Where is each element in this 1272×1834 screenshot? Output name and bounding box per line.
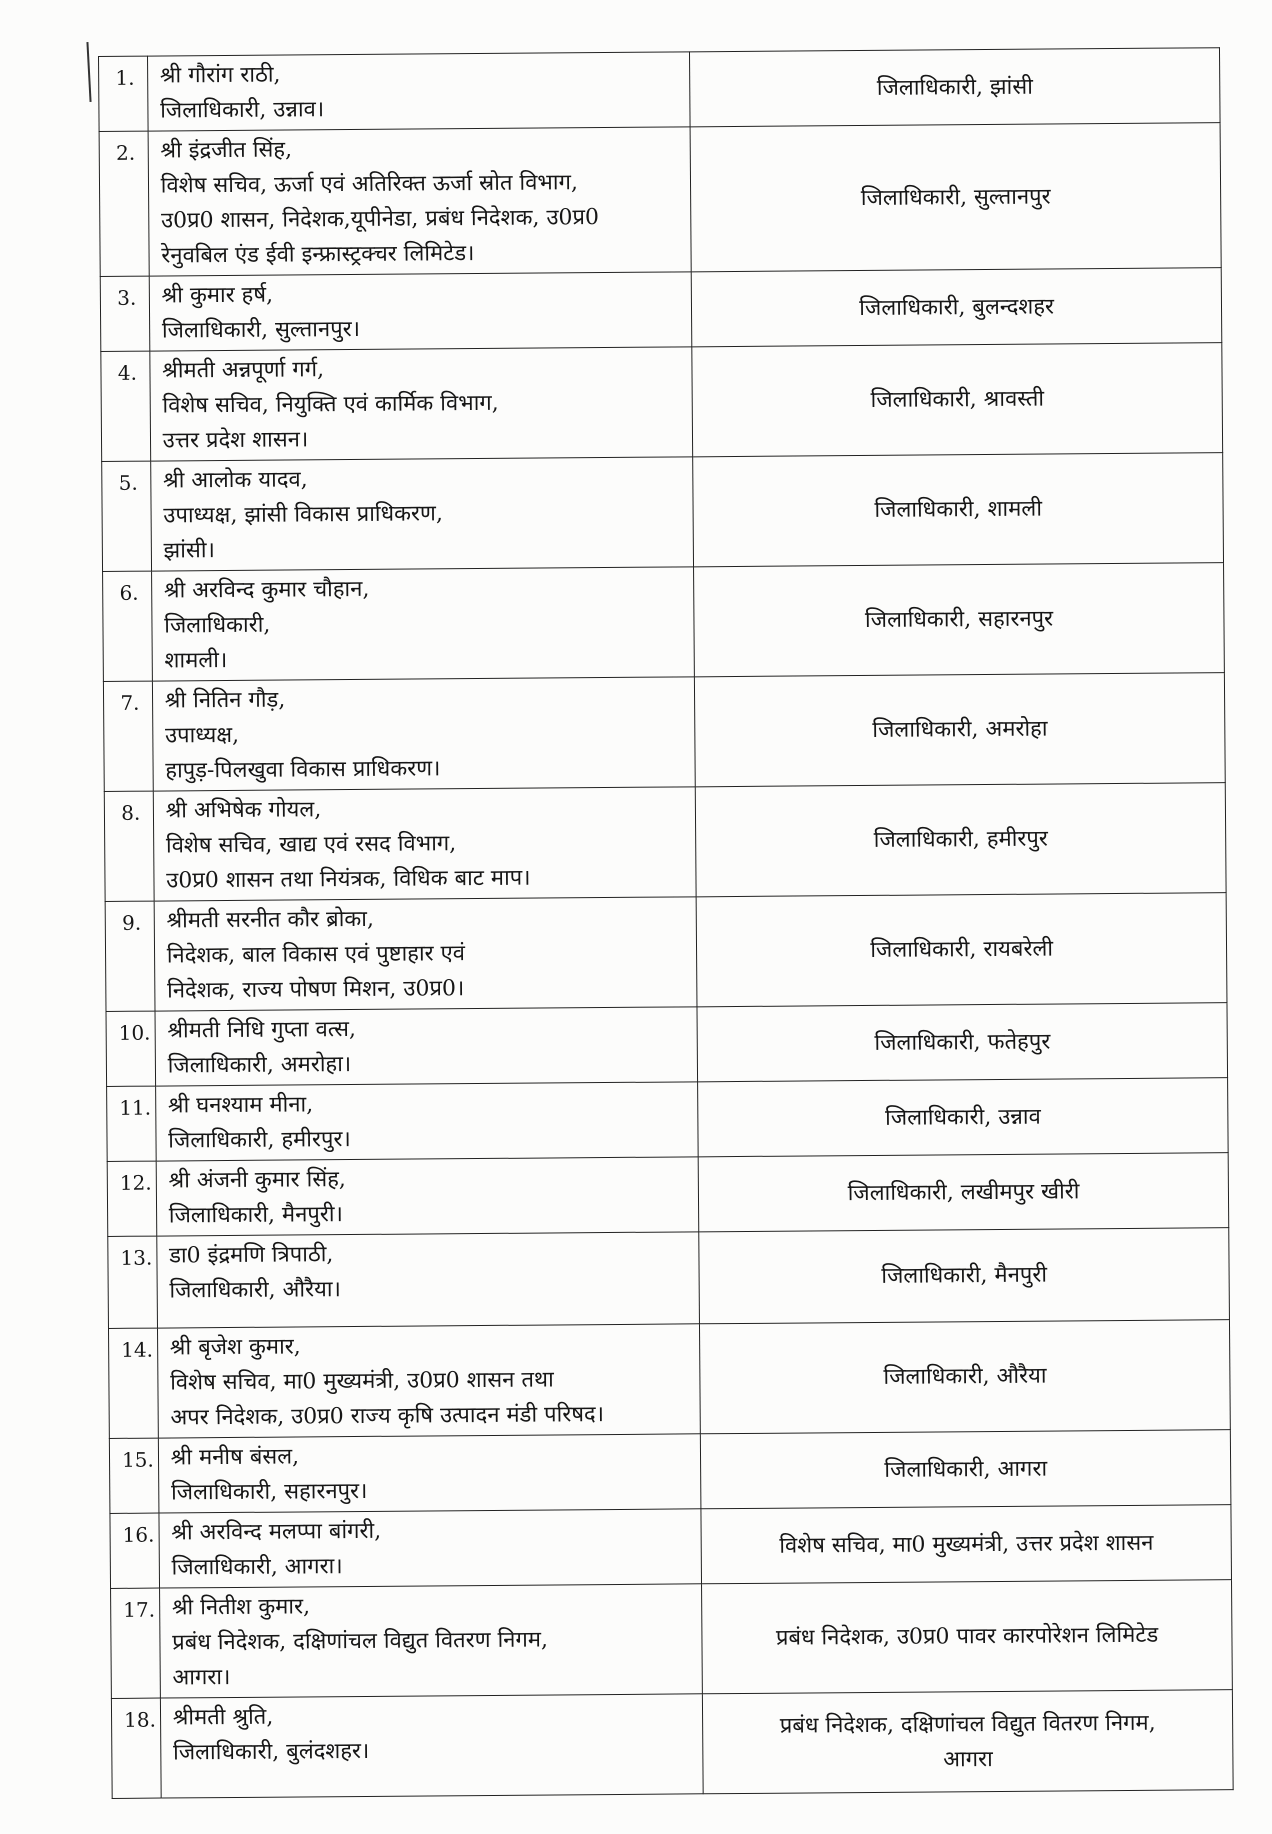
officer-line: जिलाधिकारी, सहारनपुर। [170, 1478, 368, 1506]
officer-line: श्रीमती श्रुति, [172, 1704, 274, 1731]
new-posting [690, 123, 1221, 272]
posting-line: जिलाधिकारी, सहारनपुर [864, 606, 1054, 633]
officer-current-post [159, 1509, 702, 1588]
serial-number: 18. [111, 1698, 161, 1798]
officer-line: श्री आलोक यादव, [162, 467, 308, 494]
posting-line: जिलाधिकारी, लखीमपुर खीरी [847, 1178, 1080, 1206]
posting-line: जिलाधिकारी, अमरोहा [872, 716, 1048, 743]
posting-line: जिलाधिकारी, मैनपुरी [881, 1262, 1048, 1289]
table-row [106, 1003, 1228, 1087]
posting-line: आगरा [943, 1746, 993, 1772]
table-row [103, 673, 1225, 792]
posting-line: जिलाधिकारी, आगरा [884, 1456, 1048, 1483]
officer-line: श्री मनीष बंसल, [170, 1444, 300, 1471]
posting-line: जिलाधिकारी, शामली [874, 496, 1043, 523]
table-row [99, 48, 1221, 132]
officer-current-post [153, 787, 696, 901]
posting-line: जिलाधिकारी, फतेहपुर [874, 1029, 1051, 1056]
posting-line: जिलाधिकारी, हमीरपुर [873, 826, 1048, 853]
serial-number: 11. [107, 1086, 156, 1161]
officer-line: श्री अंजनी कुमार सिंह, [168, 1167, 346, 1194]
officer-current-post [148, 127, 692, 276]
officer-line: उ0प्र0 शासन, निदेशक,यूपीनेडा, प्रबंध निदेशक, उ0प्र0 [160, 205, 600, 234]
new-posting [701, 1430, 1231, 1509]
serial-number: 14. [108, 1328, 158, 1438]
officer-line: श्री अरविन्द कुमार चौहान, [163, 576, 370, 604]
new-posting [697, 1003, 1227, 1082]
officer-line: श्रीमती सरनीत कौर ब्रोका, [166, 906, 375, 934]
officer-line: श्रीमती निधि गुप्ता वत्स, [167, 1017, 357, 1044]
officer-line: श्री घनश्याम मीना, [167, 1092, 314, 1119]
table-row [108, 1228, 1230, 1329]
officer-line: जिलाधिकारी, हमीरपुर। [168, 1127, 351, 1154]
serial-number: 12. [107, 1161, 156, 1236]
serial-number: 7. [103, 681, 153, 791]
serial-number: 9. [105, 901, 155, 1011]
officer-line: विशेष सचिव, मा0 मुख्यमंत्री, उ0प्र0 शासन तथा [170, 1367, 554, 1396]
transfer-order-table [98, 47, 1234, 1799]
officer-current-post [149, 272, 692, 351]
officer-line: श्री गौरांग राठी, [159, 62, 281, 89]
officer-line: प्रबंध निदेशक, दक्षिणांचल विद्युत वितरण निगम, [172, 1627, 549, 1656]
officer-line: उ0प्र0 शासन तथा नियंत्रक, विधिक बाट माप। [166, 865, 531, 894]
officer-current-post [154, 897, 697, 1011]
officer-line: उपाध्यक्ष, झांसी विकास प्राधिकरण, [163, 501, 444, 529]
officer-line: रेनुवबिल एंड ईवी इन्फ्रास्ट्रक्चर लिमिटेड। [161, 241, 475, 269]
margin-pen-mark [86, 42, 91, 102]
officer-line: श्री नितिन गौड़, [164, 687, 286, 714]
officer-line: निदेशक, बाल विकास एवं पुष्टाहार एवं [166, 941, 466, 969]
table-row [100, 268, 1222, 352]
new-posting [695, 783, 1226, 897]
new-posting [693, 453, 1224, 567]
new-posting [692, 343, 1223, 457]
table-row [104, 783, 1226, 902]
officer-line: डा0 इंद्रमणि त्रिपाठी, [169, 1242, 334, 1269]
serial-number: 15. [109, 1438, 158, 1513]
officer-line: श्रीमती अन्नपूर्णा गर्ग, [162, 357, 325, 384]
serial-number: 3. [100, 276, 149, 351]
officer-line: निदेशक, राज्य पोषण मिशन, उ0प्र0। [166, 976, 465, 1004]
officer-line: विशेष सचिव, ऊर्जा एवं अतिरिक्त ऊर्जा स्रोत विभाग, [160, 170, 579, 199]
posting-line: जिलाधिकारी, औरैया [883, 1363, 1047, 1390]
officer-current-post [150, 347, 693, 461]
serial-number: 17. [111, 1588, 161, 1698]
serial-number: 6. [103, 571, 153, 681]
officer-line: जिलाधिकारी, सुल्तानपुर। [161, 316, 361, 344]
table-row [105, 893, 1227, 1012]
table-row [111, 1690, 1233, 1799]
table-row [103, 563, 1225, 682]
officer-line: जिलाधिकारी, उन्नाव। [160, 97, 325, 124]
serial-number: 8. [104, 791, 154, 901]
table-row [107, 1153, 1229, 1237]
serial-number: 16. [110, 1513, 159, 1588]
officer-line: विशेष सचिव, खाद्य एवं रसद विभाग, [165, 831, 457, 859]
serial-number: 13. [108, 1236, 157, 1328]
new-posting [698, 1078, 1228, 1157]
officer-line: विशेष सचिव, नियुक्ति एवं कार्मिक विभाग, [162, 390, 499, 419]
table-row [99, 123, 1221, 277]
table-row [102, 453, 1224, 572]
posting-line: जिलाधिकारी, श्रावस्ती [870, 386, 1045, 413]
table-body [99, 48, 1234, 1799]
officer-current-post [156, 1157, 699, 1236]
new-posting [690, 48, 1220, 127]
officer-line: श्री इंद्रजीत सिंह, [160, 137, 293, 164]
officer-line: जिलाधिकारी, मैनपुरी। [168, 1202, 343, 1229]
officer-line: अपर निदेशक, उ0प्र0 राज्य कृषि उत्पादन मंडी परिषद। [170, 1402, 605, 1431]
officer-current-post [152, 677, 695, 791]
officer-line: जिलाधिकारी, औरैया। [169, 1277, 341, 1304]
posting-line: जिलाधिकारी, बुलन्दशहर [859, 293, 1055, 321]
officer-line: जिलाधिकारी, आगरा। [171, 1554, 343, 1581]
officer-current-post [155, 1007, 698, 1086]
officer-current-post [157, 1324, 700, 1438]
new-posting [695, 673, 1226, 787]
officer-line: जिलाधिकारी, अमरोहा। [167, 1052, 352, 1079]
officer-line: उपाध्यक्ष, [164, 722, 240, 749]
officer-line: श्री अभिषेक गोयल, [165, 797, 322, 824]
table-row [107, 1078, 1229, 1162]
officer-current-post [155, 1082, 698, 1161]
officer-line: हापुड़-पिलखुवा विकास प्राधिकरण। [165, 756, 441, 784]
serial-number: 5. [102, 461, 152, 571]
officer-current-post [147, 52, 690, 131]
officer-current-post [150, 457, 693, 571]
officer-line: उत्तर प्रदेश शासन। [162, 427, 309, 454]
officer-current-post [157, 1232, 700, 1328]
new-posting [702, 1580, 1233, 1694]
officer-line: श्री नितीश कुमार, [171, 1594, 311, 1621]
officer-line: श्री कुमार हर्ष, [161, 282, 274, 309]
posting-line: प्रबंध निदेशक, दक्षिणांचल विद्युत वितरण निगम, [779, 1710, 1156, 1739]
table-row [111, 1580, 1233, 1699]
officer-line: आगरा। [172, 1665, 231, 1691]
posting-line: जिलाधिकारी, सुल्तानपुर [860, 184, 1051, 211]
serial-number: 10. [106, 1011, 155, 1086]
officer-line: झांसी। [163, 538, 215, 564]
table-row [110, 1505, 1232, 1589]
new-posting [700, 1320, 1231, 1434]
officer-line: जिलाधिकारी, [164, 612, 271, 639]
new-posting [694, 563, 1225, 677]
new-posting [699, 1228, 1229, 1324]
officer-current-post [160, 1694, 703, 1798]
serial-number: 4. [101, 351, 151, 461]
officer-line: श्री अरविन्द मलप्पा बांगरी, [171, 1518, 382, 1546]
officer-line: जिलाधिकारी, बुलंदशहर। [172, 1738, 370, 1766]
table-row [101, 343, 1223, 462]
new-posting [691, 268, 1221, 347]
officer-current-post [159, 1584, 702, 1698]
officer-current-post [151, 567, 694, 681]
new-posting [701, 1505, 1231, 1584]
officer-line: शामली। [164, 648, 228, 674]
new-posting [696, 893, 1227, 1007]
posting-line: जिलाधिकारी, झांसी [876, 74, 1033, 101]
new-posting [698, 1153, 1228, 1232]
posting-line: विशेष सचिव, मा0 मुख्यमंत्री, उत्तर प्रदेश शासन [779, 1530, 1154, 1559]
new-posting [703, 1690, 1234, 1794]
posting-line: प्रबंध निदेशक, उ0प्र0 पावर कारपोरेशन लिमिटेड [775, 1622, 1159, 1651]
table-row [109, 1430, 1231, 1514]
serial-number: 2. [99, 131, 149, 276]
officer-line: श्री बृजेश कुमार, [169, 1334, 301, 1361]
posting-line: जिलाधिकारी, रायबरेली [870, 936, 1054, 963]
serial-number: 1. [99, 56, 148, 131]
officer-current-post [158, 1434, 701, 1513]
table-row [108, 1320, 1230, 1439]
posting-line: जिलाधिकारी, उन्नाव [885, 1104, 1041, 1131]
